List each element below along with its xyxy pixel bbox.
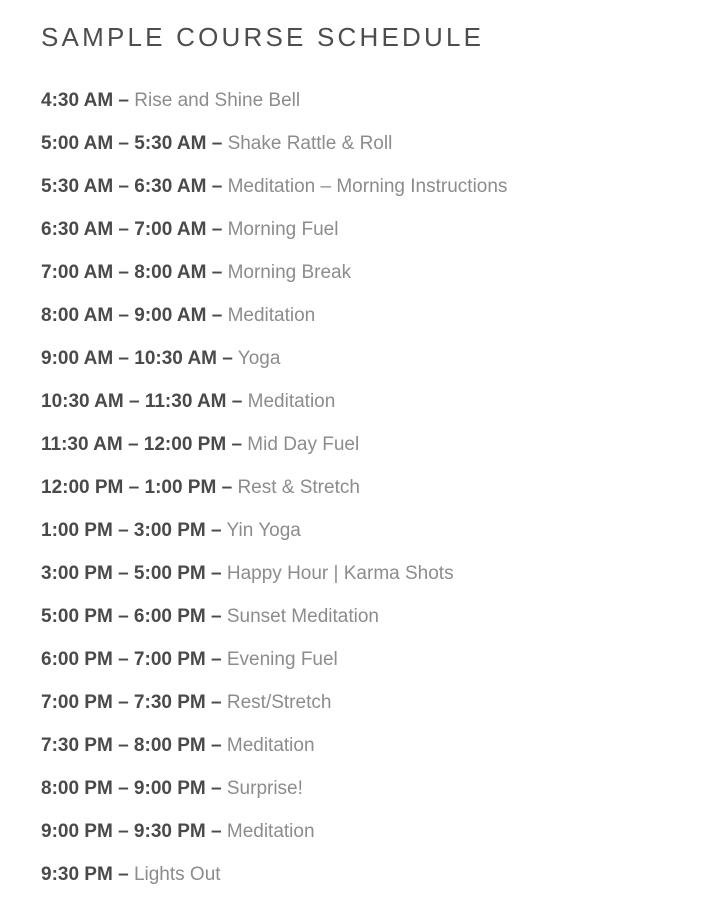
schedule-activity: Sunset Meditation xyxy=(226,606,379,628)
list-item xyxy=(41,380,693,423)
schedule-time: 12:00 PM – 1:00 PM – xyxy=(41,477,233,499)
list-item xyxy=(41,810,693,853)
list-item xyxy=(41,638,693,681)
schedule-time: 7:00 AM – 8:00 AM – xyxy=(41,262,223,284)
list-item xyxy=(41,724,693,767)
schedule-time: 7:00 PM – 7:30 PM – xyxy=(41,692,222,714)
page-title: SAMPLE COURSE SCHEDULE xyxy=(41,22,485,52)
schedule-activity: Lights Out xyxy=(133,864,221,886)
schedule-time: 3:00 PM – 5:00 PM – xyxy=(41,563,222,585)
schedule-time: 1:00 PM – 3:00 PM – xyxy=(41,520,222,542)
schedule-activity: Mid Day Fuel xyxy=(247,434,360,456)
list-item xyxy=(41,509,693,552)
schedule-time: 6:00 PM – 7:00 PM – xyxy=(41,649,222,671)
schedule-time: 4:30 AM – xyxy=(41,90,129,112)
schedule-activity: Morning Break xyxy=(227,262,352,284)
schedule-time: 7:30 PM – 8:00 PM – xyxy=(41,735,222,757)
schedule-activity: Meditation – Morning Instructions xyxy=(227,176,508,198)
schedule-activity: Shake Rattle & Roll xyxy=(227,133,393,155)
list-item xyxy=(41,294,693,337)
list-item xyxy=(41,337,693,380)
schedule-activity: Morning Fuel xyxy=(227,219,339,241)
schedule-activity: Meditation xyxy=(226,735,315,757)
schedule-activity: Surprise! xyxy=(226,778,303,800)
schedule-activity: Meditation xyxy=(227,305,316,327)
schedule-activity: Meditation xyxy=(226,821,315,843)
list-item xyxy=(41,552,693,595)
schedule-time: 11:30 AM – 12:00 PM – xyxy=(41,434,243,456)
schedule-activity: Yoga xyxy=(237,348,281,370)
schedule-activity: Yin Yoga xyxy=(226,520,301,542)
schedule-time: 6:30 AM – 7:00 AM – xyxy=(41,219,223,241)
schedule-activity: Happy Hour | Karma Shots xyxy=(226,563,454,585)
schedule-activity: Rest & Stretch xyxy=(237,477,360,499)
schedule-list xyxy=(41,79,693,896)
list-item xyxy=(41,251,693,294)
list-item xyxy=(41,165,693,208)
list-item xyxy=(41,681,693,724)
schedule-time: 8:00 AM – 9:00 AM – xyxy=(41,305,223,327)
schedule-activity: Rest/Stretch xyxy=(226,692,332,714)
schedule-time: 9:00 AM – 10:30 AM – xyxy=(41,348,233,370)
list-item xyxy=(41,423,693,466)
schedule-time: 5:30 AM – 6:30 AM – xyxy=(41,176,223,198)
list-item xyxy=(41,122,693,165)
schedule-activity: Evening Fuel xyxy=(226,649,338,671)
schedule-activity: Rise and Shine Bell xyxy=(134,90,301,112)
list-item xyxy=(41,208,693,251)
list-item xyxy=(41,466,693,509)
list-item xyxy=(41,595,693,638)
list-item xyxy=(41,767,693,810)
schedule-time: 10:30 AM – 11:30 AM – xyxy=(41,391,243,413)
list-item xyxy=(41,853,693,896)
schedule-activity: Meditation xyxy=(247,391,336,413)
schedule-time: 9:30 PM – xyxy=(41,864,129,886)
schedule-time: 5:00 AM – 5:30 AM – xyxy=(41,133,223,155)
schedule-time: 9:00 PM – 9:30 PM – xyxy=(41,821,222,843)
list-item xyxy=(41,79,693,122)
schedule-time: 5:00 PM – 6:00 PM – xyxy=(41,606,222,628)
schedule-time: 8:00 PM – 9:00 PM – xyxy=(41,778,222,800)
